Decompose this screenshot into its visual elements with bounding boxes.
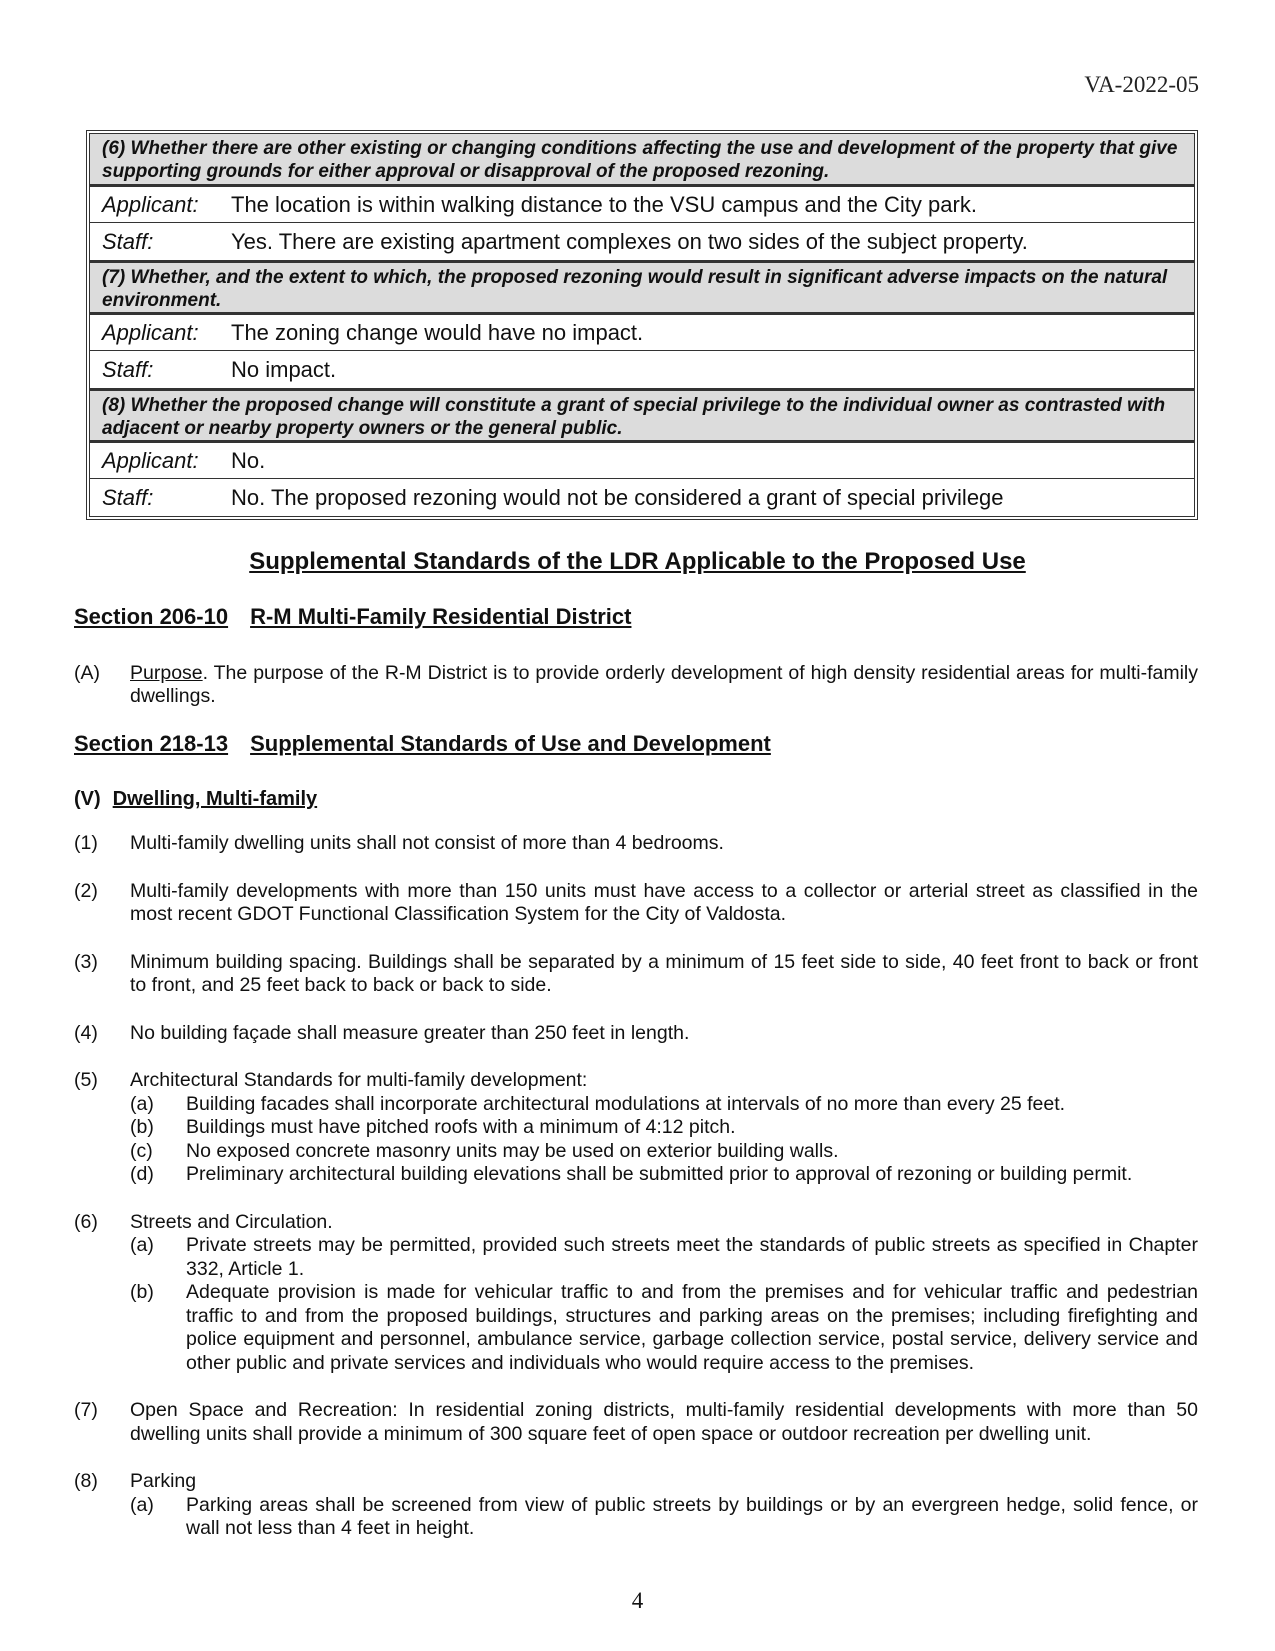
- applicant-label: Applicant:: [102, 319, 199, 345]
- item-number: (5): [74, 1069, 98, 1091]
- staff-response: No. The proposed rezoning would not be considered a grant of special privilege: [231, 484, 1004, 510]
- sub-item: [130, 1494, 1198, 1541]
- staff-response-row: [89, 479, 1195, 517]
- item-text: Multi-family dwelling units shall not consist of more than 4 bedrooms.: [130, 832, 724, 854]
- staff-response: No impact.: [231, 356, 337, 382]
- applicant-label: Applicant:: [102, 191, 199, 217]
- item-text: Parking: [130, 1470, 197, 1492]
- sub-item: [130, 1093, 1198, 1117]
- sub-item-text: Parking areas shall be screened from view of public streets by buildings or by an evergreen hedge, solid fence, or wall not less than 4 feet in height.: [186, 1493, 1198, 1539]
- sub-item: [130, 1163, 1198, 1187]
- subsection-title: Dwelling, Multi-family: [112, 788, 318, 810]
- sub-item-letter: (c): [130, 1139, 153, 1162]
- sub-item-letter: (a): [130, 1092, 154, 1115]
- page-number: 4: [631, 1588, 644, 1613]
- sub-item-text: Private streets may be permitted, provided such streets meet the standards of public streets as specified in Chapter 332, Article 1.: [186, 1234, 1198, 1280]
- item-text: Architectural Standards for multi-family development:: [130, 1069, 588, 1091]
- standards-list: [74, 832, 1198, 1565]
- applicant-response-row: [89, 313, 1195, 351]
- item-text: Minimum building spacing. Buildings shall be separated by a minimum of 15 feet side to side, 40 feet front to back or front to front, and 25 feet back to back or back to side.: [130, 950, 1198, 996]
- staff-response-row: [89, 351, 1195, 389]
- list-item: [74, 1211, 1198, 1376]
- section-heading-206-10: [74, 604, 631, 630]
- staff-label: Staff:: [102, 356, 154, 382]
- staff-response-row: [89, 223, 1195, 261]
- applicant-response-row: [89, 441, 1195, 479]
- list-item: [74, 832, 1198, 856]
- item-text: Open Space and Recreation: In residential zoning districts, multi-family residential developments with more than 50 dwelling units shall provide a minimum of 300 square feet of open space or outdoor recreation per dwelling unit.: [130, 1399, 1198, 1445]
- sub-item: [130, 1281, 1198, 1375]
- section-number: Section 206-10: [74, 604, 229, 629]
- list-item: [74, 880, 1198, 927]
- criterion-question: (7) Whether, and the extent to which, the proposed rezoning would result in significant adverse impacts on the natural environment.: [89, 261, 1195, 313]
- section-heading-218-13: [74, 731, 771, 757]
- list-item: [74, 1470, 1198, 1541]
- item-number: (4): [74, 1021, 98, 1044]
- sub-item-letter: (d): [130, 1163, 154, 1185]
- purpose-paragraph: [74, 662, 1198, 708]
- sub-item: [130, 1234, 1198, 1281]
- purpose-text: . The purpose of the R-M District is to provide orderly development of high density residential areas for multi-family dwellings.: [130, 662, 1198, 707]
- applicant-response: The zoning change would have no impact.: [231, 319, 644, 345]
- list-item: [74, 951, 1198, 998]
- applicant-response: The location is within walking distance to the VSU campus and the City park.: [231, 191, 977, 217]
- purpose-word: Purpose: [130, 662, 203, 684]
- sub-item-letter: (b): [130, 1116, 154, 1138]
- item-number: (1): [74, 832, 98, 854]
- sub-item-text: No exposed concrete masonry units may be used on exterior building walls.: [186, 1139, 839, 1162]
- subsection-heading: [74, 788, 317, 811]
- sub-item-letter: (b): [130, 1281, 154, 1303]
- section-title: Supplemental Standards of Use and Development: [250, 731, 771, 756]
- item-text: Multi-family developments with more than 150 units must have access to a collector or arterial street as classified in the most recent GDOT Functional Classification System for the City of Valdosta.: [130, 879, 1198, 925]
- list-item: [74, 1399, 1198, 1446]
- sub-item-text: Adequate provision is made for vehicular traffic to and from the premises and for vehicular traffic and pedestrian traffic to and from the proposed buildings, structures and parking areas on the premises; including firefighting and police equipment and personnel, ambulance service, garbage collection service, postal service, delivery service and other public and private services and individuals who would require access to the premises.: [186, 1281, 1198, 1374]
- sub-item: [130, 1140, 1198, 1164]
- item-number: (2): [74, 879, 98, 902]
- list-item: [74, 1022, 1198, 1046]
- sub-item: [130, 1116, 1198, 1140]
- sub-item-letter: (a): [130, 1234, 154, 1256]
- applicant-response: No.: [231, 447, 266, 473]
- sub-item-text: Preliminary architectural building elevations shall be submitted prior to approval of rezoning or building permit.: [186, 1163, 1133, 1185]
- staff-response: Yes. There are existing apartment complexes on two sides of the subject property.: [231, 228, 1028, 254]
- item-number: (7): [74, 1399, 98, 1421]
- staff-label: Staff:: [102, 484, 154, 510]
- supplemental-standards-title: Supplemental Standards of the LDR Applicable to the Proposed Use: [249, 548, 1026, 575]
- section-title: R-M Multi-Family Residential District: [250, 604, 632, 629]
- subsection-label: (V): [74, 788, 101, 810]
- criterion-question: (6) Whether there are other existing or changing conditions affecting the use and development of the property that give supporting grounds for either approval or disapproval of the proposed rezoning.: [89, 133, 1195, 185]
- item-text: No building façade shall measure greater than 250 feet in length.: [130, 1021, 690, 1044]
- criterion-question: (8) Whether the proposed change will constitute a grant of special privilege to the individual owner as contrasted with adjacent or nearby property owners or the general public.: [89, 389, 1195, 441]
- staff-label: Staff:: [102, 228, 154, 254]
- section-number: Section 218-13: [74, 731, 229, 756]
- item-text: Streets and Circulation.: [130, 1210, 333, 1233]
- item-number: (6): [74, 1210, 98, 1233]
- purpose-label: (A): [74, 662, 100, 684]
- sub-item-text: Buildings must have pitched roofs with a minimum of 4:12 pitch.: [186, 1116, 736, 1138]
- list-item: [74, 1069, 1198, 1187]
- sub-item-text: Building facades shall incorporate architectural modulations at intervals of no more than every 25 feet.: [186, 1092, 1066, 1115]
- sub-item-letter: (a): [130, 1493, 154, 1516]
- document-reference: VA-2022-05: [1084, 72, 1199, 97]
- applicant-label: Applicant:: [102, 447, 199, 473]
- item-number: (8): [74, 1470, 98, 1492]
- applicant-response-row: [89, 185, 1195, 223]
- criteria-table: [86, 130, 1198, 520]
- item-number: (3): [74, 950, 98, 973]
